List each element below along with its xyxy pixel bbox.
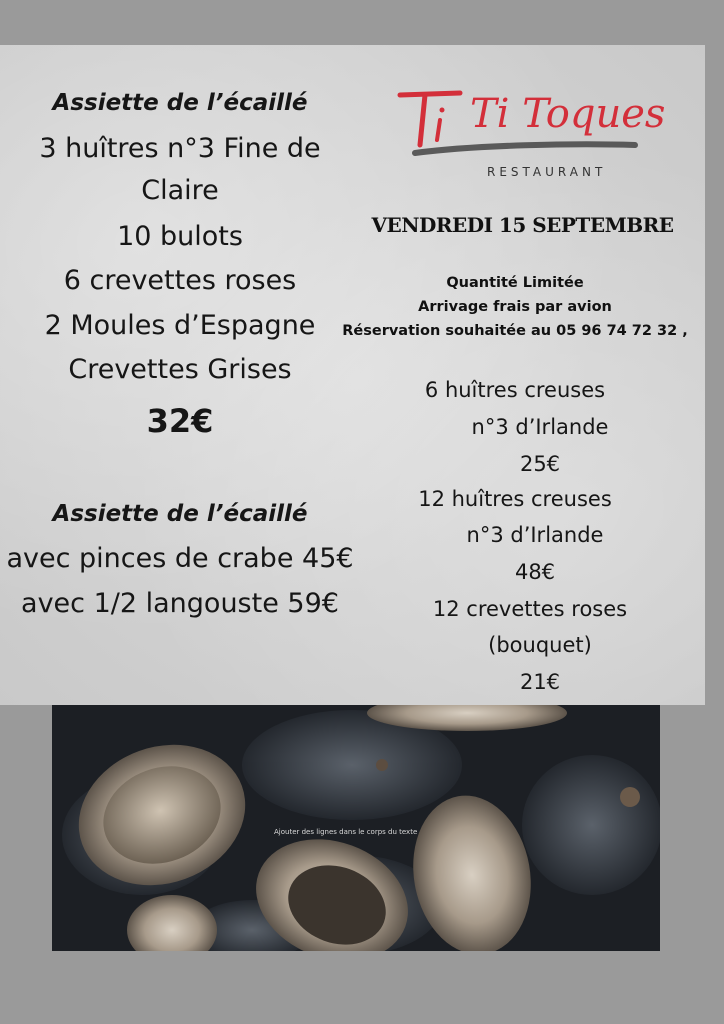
menu-line: 12 crevettes roses (432, 597, 628, 621)
menu-line: 6 huîtres creuses (424, 378, 606, 402)
menu-line: 10 bulots (117, 221, 243, 252)
menu-line: (bouquet) (488, 633, 592, 657)
menu-line: n°3 d’Irlande (466, 523, 604, 547)
menu-line: 12 huîtres creuses (418, 487, 612, 511)
menu-line: 2 Moules d’Espagne (44, 310, 316, 341)
option-line: avec 1/2 langouste 59€ (21, 588, 339, 619)
info-line: Quantité Limitée (446, 275, 584, 291)
menu-price: 21€ (519, 670, 561, 694)
platter-title: Assiette de l’écaillé (52, 90, 308, 116)
logo-subtitle-text: RESTAURANT (487, 165, 607, 179)
restaurant-logo (395, 85, 675, 195)
platter-price: 32€ (146, 402, 214, 440)
menu-price: 25€ (519, 452, 561, 476)
info-line: Arrivage frais par avion (418, 299, 612, 315)
menu-line: 3 huîtres n°3 Fine de (39, 133, 321, 164)
menu-line: 6 crevettes roses (63, 265, 297, 296)
menu-line: n°3 d’Irlande (471, 415, 609, 439)
menu-price: 48€ (514, 560, 556, 584)
menu-line: Crevettes Grises (68, 354, 292, 385)
logo-text: Ti Toques (470, 91, 666, 137)
reservation-line: Réservation souhaitée au 05 96 74 72 32 , (342, 323, 688, 339)
oysters-photo (52, 705, 660, 951)
photo-caption: Ajouter des lignes dans le corps du texte (274, 828, 418, 836)
option-line: avec pinces de crabe 45€ (6, 543, 354, 574)
event-date: VENDREDI 15 SEPTEMBRE (371, 213, 674, 237)
menu-line: Claire (141, 175, 219, 206)
platter-title-2: Assiette de l’écaillé (52, 501, 308, 527)
menu-card (0, 45, 705, 705)
